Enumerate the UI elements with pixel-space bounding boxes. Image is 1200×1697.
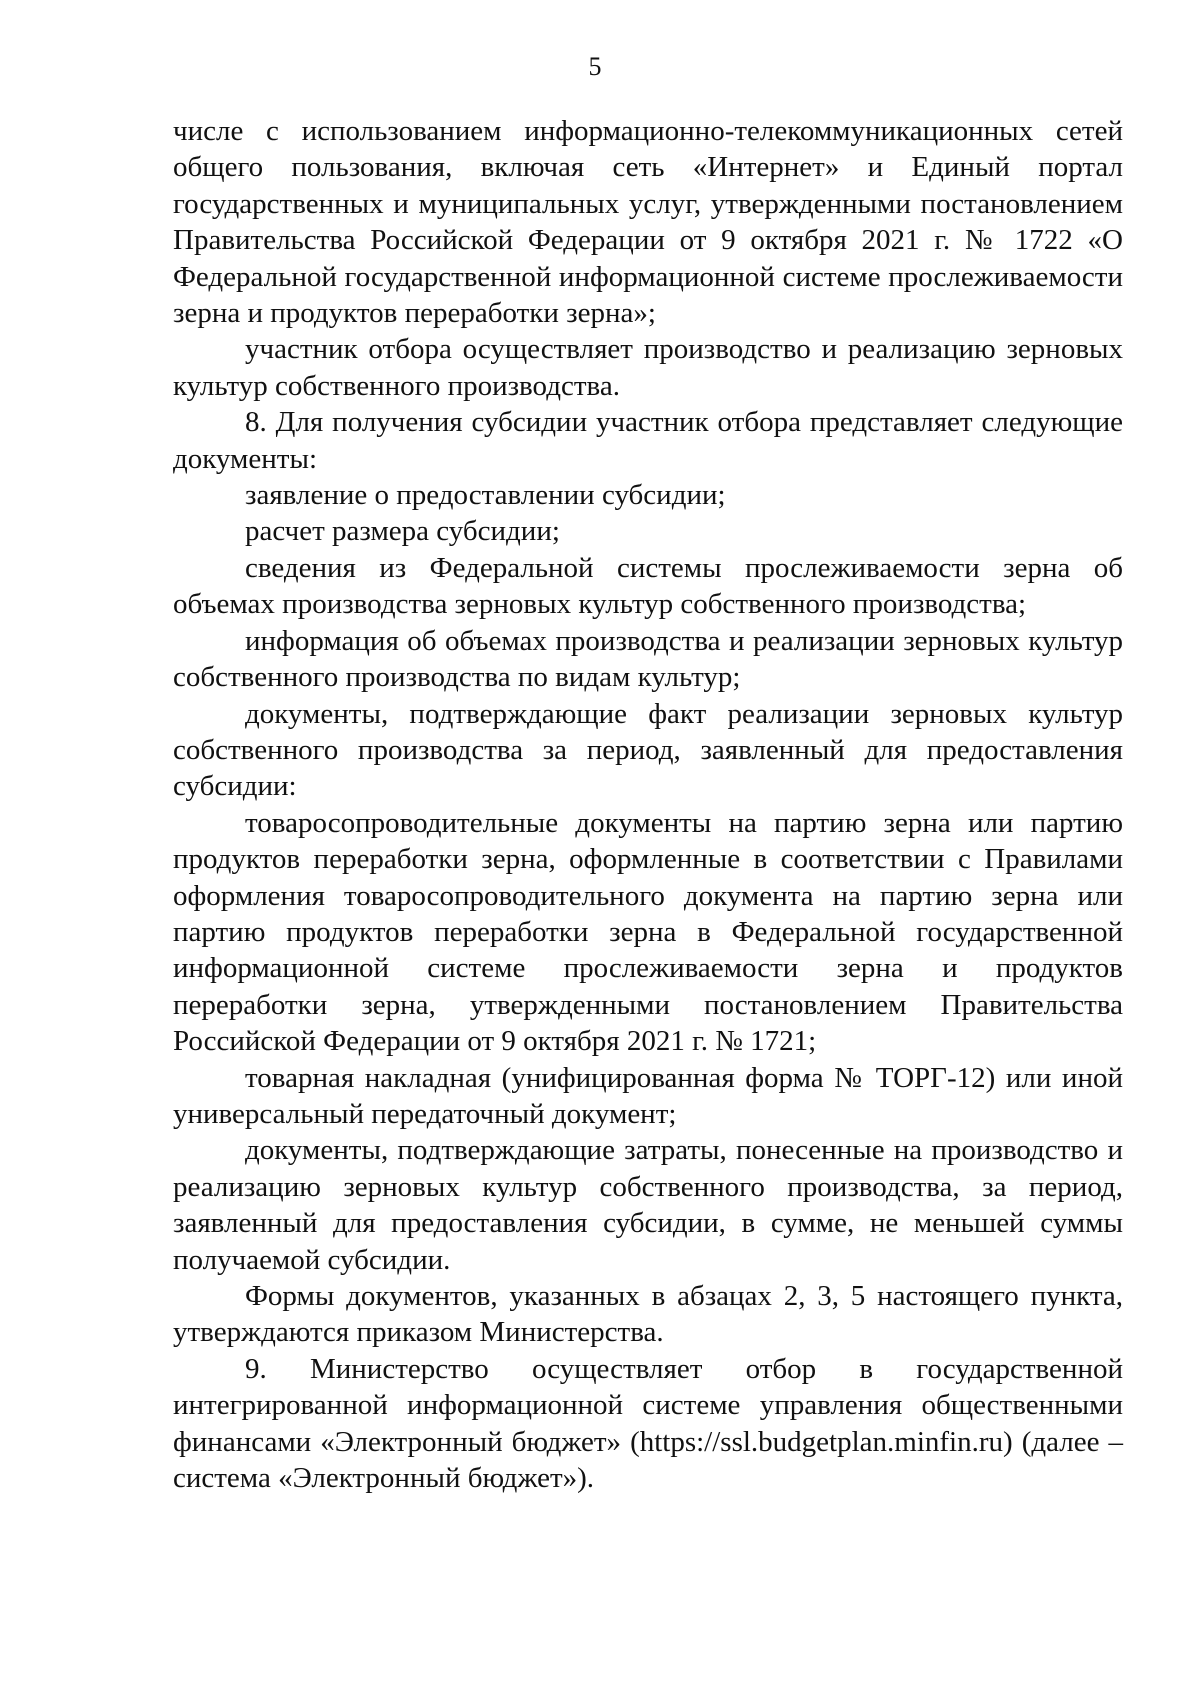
page-number: 5 (588, 52, 602, 81)
paragraph-application: заявление о предоставлении субсидии; (245, 479, 726, 512)
paragraph-shipping-documents: товаросопроводительные документы на партию зерна или партию продуктов переработки зерна, оформленные в соответствии с Правилами оформления товаросопроводительного документа на партию зерна или партию продуктов переработки зерна в Федеральной государственной информационной системе прослеживаемости зерна и продуктов переработки зерна, утвержденными постановлением Правительства Российской Федерации от 9 октября 2021 г. № 1721; (173, 806, 1123, 1058)
paragraph-item-8: 8. Для получения субсидии участник отбора представляет следующие документы: (173, 406, 1123, 475)
paragraph-sales-documents: документы, подтверждающие факт реализации зерновых культур собственного производства за период, заявленный для предоставления субсидии: (173, 697, 1123, 803)
document-body (173, 113, 1123, 1496)
paragraph-document-forms: Формы документов, указанных в абзацах 2, 3, 5 настоящего пункта, утверждаются приказом Министерства. (173, 1280, 1123, 1349)
paragraph-traceability-info: сведения из Федеральной системы прослеживаемости зерна об объемах производства зерновых культур собственного производства; (173, 551, 1123, 621)
paragraph-item-9: 9. Министерство осуществляет отбор в государственной интегрированной информационной системе управления общественными финансами «Электронный бюджет» (https://ssl.budgetplan.minfin.ru) (далее – система «Электронный бюджет»). (173, 1352, 1123, 1495)
paragraph-volume-info: информация об объемах производства и реализации зерновых культур собственного производства по видам культур; (173, 624, 1123, 694)
paragraph-calculation: расчет размера субсидии; (245, 515, 560, 548)
paragraph-waybill: товарная накладная (унифицированная форма № ТОРГ-12) или иной универсальный передаточный документ; (173, 1061, 1123, 1130)
paragraph-participant-production: участник отбора осуществляет производство и реализацию зерновых культур собственного производства. (173, 333, 1123, 402)
paragraph-continuation: числе с использованием информационно-телекоммуникационных сетей общего пользования, включая сеть «Интернет» и Единый портал государственных и муниципальных услуг, утвержденными постановлением Правительства Российской Федерации от 9 октября 2021 г. № 1722 «О Федеральной государственной информационной системе прослеживаемости зерна и продуктов переработки зерна»; (173, 115, 1123, 330)
paragraph-cost-documents: документы, подтверждающие затраты, понесенные на производство и реализацию зерновых культур собственного производства, за период, заявленный для предоставления субсидии, в сумме, не меньшей суммы получаемой субсидии. (173, 1134, 1123, 1276)
